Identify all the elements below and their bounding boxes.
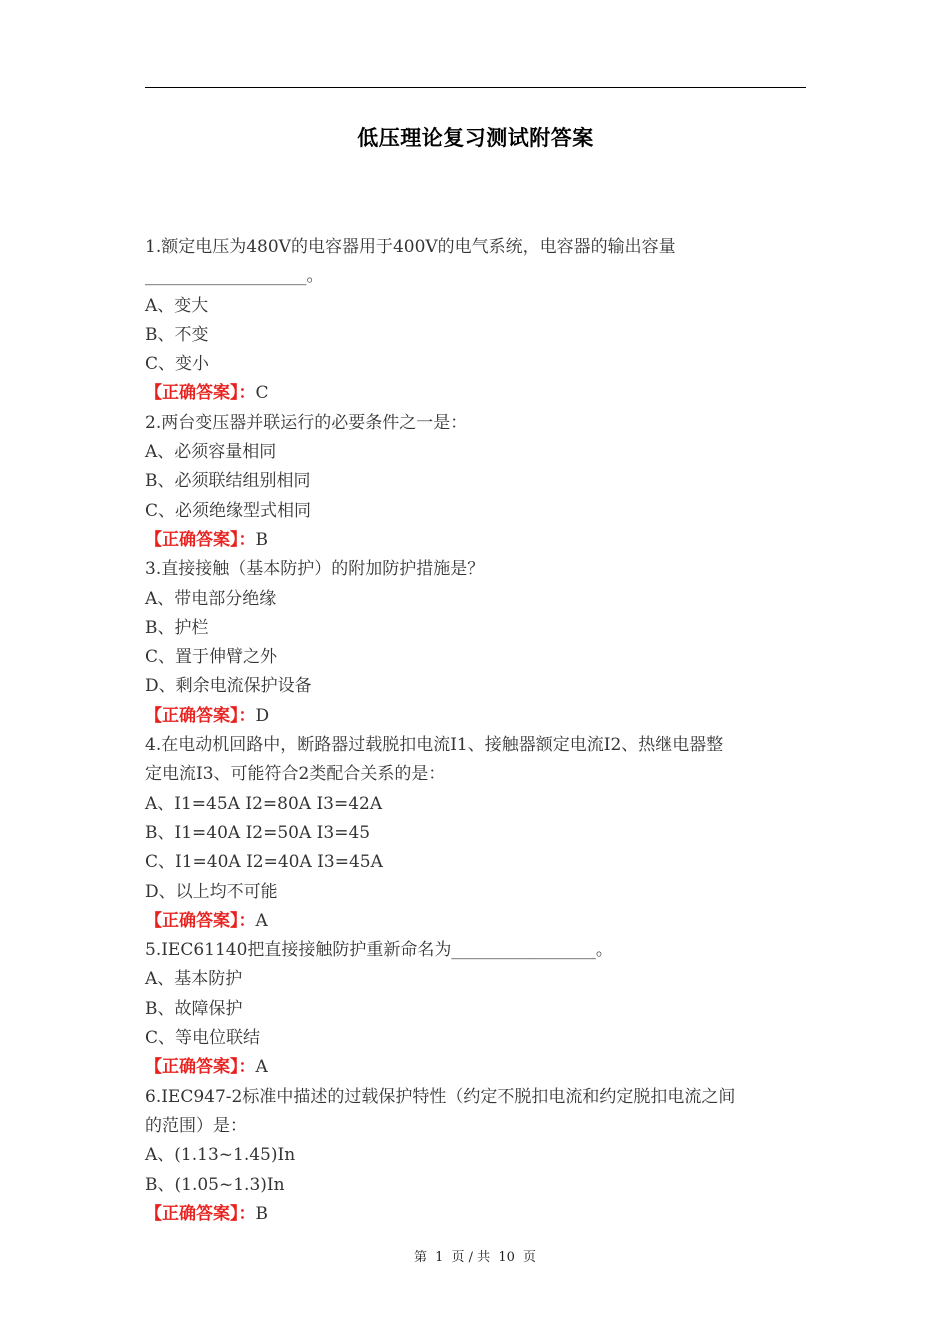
correct-answer	[145, 907, 806, 936]
correct-answer-label: 【正确答案】：	[145, 383, 256, 404]
question-stem: ___________________。	[145, 266, 324, 287]
question-stem: 定电流I3、可能符合2类配合关系的是：	[145, 764, 446, 785]
answer-option: A、(1.13~1.45)In	[145, 1145, 296, 1166]
header-rule	[145, 87, 806, 88]
correct-answer	[145, 1053, 806, 1082]
correct-answer-label: 【正确答案】：	[145, 1203, 256, 1224]
answer-option: A、I1=45A I2=80A I3=42A	[145, 793, 383, 814]
correct-answer-label: 【正确答案】：	[145, 1057, 256, 1078]
answer-option: B、(1.05~1.3)In	[145, 1174, 285, 1195]
footer-total-pages: 10	[498, 1250, 515, 1265]
footer-mid: 页 / 共	[451, 1250, 491, 1265]
page-title: 低压理论复习测试附答案	[357, 126, 594, 150]
question-block	[145, 731, 806, 936]
answer-option: A、变大	[145, 295, 209, 316]
answer-option: C、置于伸臂之外	[145, 647, 278, 668]
answer-option: B、护栏	[145, 617, 209, 638]
correct-answer-value: B	[255, 529, 268, 550]
question-block	[145, 233, 806, 409]
question-stem: 的范围）是：	[145, 1115, 247, 1136]
answer-option: C、变小	[145, 354, 210, 375]
correct-answer	[145, 526, 806, 555]
question-list	[145, 233, 806, 1229]
page-footer	[0, 1246, 950, 1265]
answer-option: A、基本防护	[145, 969, 243, 990]
question-stem: 1.额定电压为480V的电容器用于400V的电气系统，电容器的输出容量	[145, 237, 676, 257]
question-stem: 6.IEC947-2标准中描述的过载保护特性（约定不脱扣电流和约定脱扣电流之间	[145, 1086, 736, 1107]
footer-prefix: 第	[413, 1250, 427, 1265]
question-block	[145, 409, 806, 555]
question-stem: 2.两台变压器并联运行的必要条件之一是：	[145, 412, 468, 433]
correct-answer	[145, 1200, 806, 1229]
correct-answer-value: C	[255, 383, 269, 404]
answer-option: C、I1=40A I2=40A I3=45A	[145, 852, 383, 873]
correct-answer	[145, 379, 806, 408]
correct-answer-label: 【正确答案】：	[145, 705, 256, 726]
correct-answer	[145, 702, 806, 731]
answer-option: B、不变	[145, 324, 209, 345]
answer-option: A、带电部分绝缘	[145, 588, 277, 609]
answer-option: B、I1=40A I2=50A I3=45	[145, 822, 371, 843]
question-stem: 3.直接接触（基本防护）的附加防护措施是？	[145, 559, 485, 580]
correct-answer-value: B	[255, 1203, 268, 1224]
correct-answer-value: A	[255, 910, 268, 931]
answer-option: C、等电位联结	[145, 1028, 261, 1049]
question-block	[145, 1083, 806, 1229]
question-stem: 5.IEC61140把直接接触防护重新命名为_________________。	[145, 940, 613, 961]
question-stem: 4.在电动机回路中，断路器过载脱扣电流I1、接触器额定电流I2、热继电器整	[145, 735, 724, 756]
answer-option: D、以上均不可能	[145, 881, 278, 902]
correct-answer-label: 【正确答案】：	[145, 910, 256, 931]
footer-page-number: 1	[435, 1250, 444, 1265]
correct-answer-value: A	[255, 1057, 268, 1078]
answer-option: B、必须联结组别相同	[145, 471, 311, 492]
answer-option: D、剩余电流保护设备	[145, 676, 312, 697]
answer-option: B、故障保护	[145, 998, 243, 1019]
correct-answer-label: 【正确答案】：	[145, 529, 256, 550]
footer-suffix: 页	[523, 1250, 537, 1265]
question-block	[145, 936, 806, 1082]
question-block	[145, 555, 806, 731]
answer-option: A、必须容量相同	[145, 442, 277, 463]
correct-answer-value: D	[255, 705, 270, 726]
answer-option: C、必须绝缘型式相同	[145, 500, 312, 521]
